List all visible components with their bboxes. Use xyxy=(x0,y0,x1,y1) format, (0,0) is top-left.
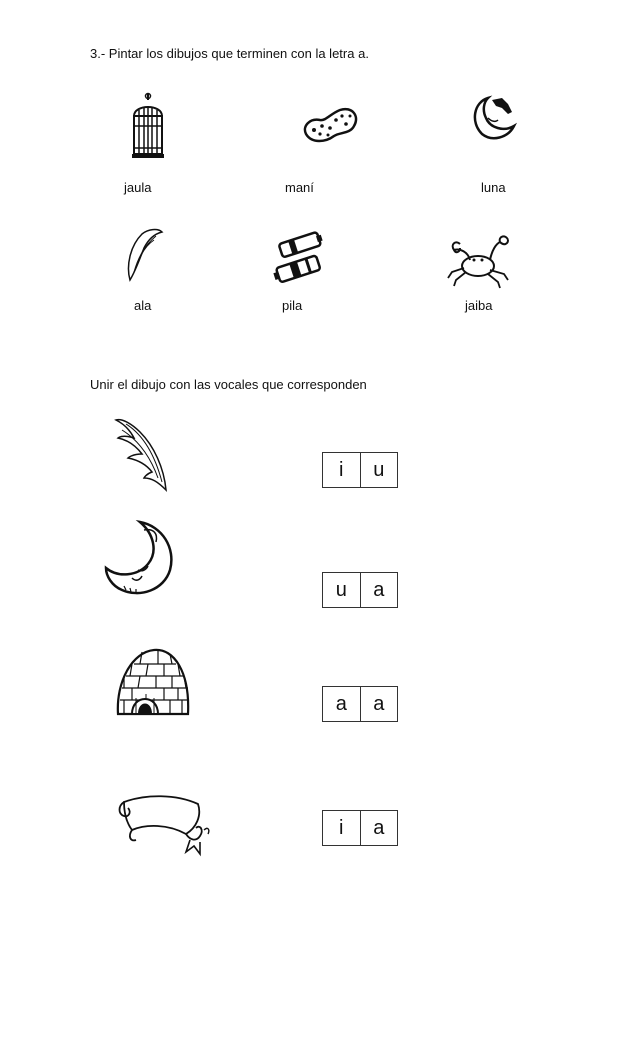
item-label-mani: maní xyxy=(285,180,314,195)
vowel-pair-4[interactable] xyxy=(322,810,398,846)
battery-icon xyxy=(268,234,334,282)
item-label-luna: luna xyxy=(481,180,506,195)
vowel-cell: u xyxy=(335,578,347,601)
crab-icon xyxy=(446,234,514,290)
item-label-jaiba: jaiba xyxy=(465,298,493,313)
item-label-pila: pila xyxy=(282,298,303,313)
picture-igloo-icon xyxy=(112,642,192,718)
item-label-jaula: jaula xyxy=(124,180,152,195)
vowel-pair-3[interactable] xyxy=(322,686,398,722)
picture-ribbon-scroll-icon xyxy=(116,790,212,856)
vowel-cell: i xyxy=(339,816,344,839)
vowel-cell: a xyxy=(335,692,347,715)
vowel-cell: u xyxy=(360,453,398,487)
birdcage-icon xyxy=(130,92,166,160)
item-label-ala: ala xyxy=(134,298,152,313)
picture-wing-icon xyxy=(114,412,172,492)
moon-icon xyxy=(468,94,516,142)
vowel-cell: a xyxy=(360,811,398,845)
peanut-icon xyxy=(300,104,360,146)
vowel-pair-1[interactable] xyxy=(322,452,398,488)
exercise-1-title: 3.- Pintar los dibujos que terminen con la letra a. xyxy=(90,46,369,61)
vowel-pair-2[interactable] xyxy=(322,572,398,608)
wing-icon xyxy=(124,226,164,282)
exercise-2-title: Unir el dibujo con las vocales que corresponden xyxy=(90,377,367,392)
vowel-cell: a xyxy=(360,573,398,607)
picture-moon-icon xyxy=(104,520,176,596)
vowel-cell: a xyxy=(360,687,398,721)
vowel-cell: i xyxy=(339,458,344,481)
